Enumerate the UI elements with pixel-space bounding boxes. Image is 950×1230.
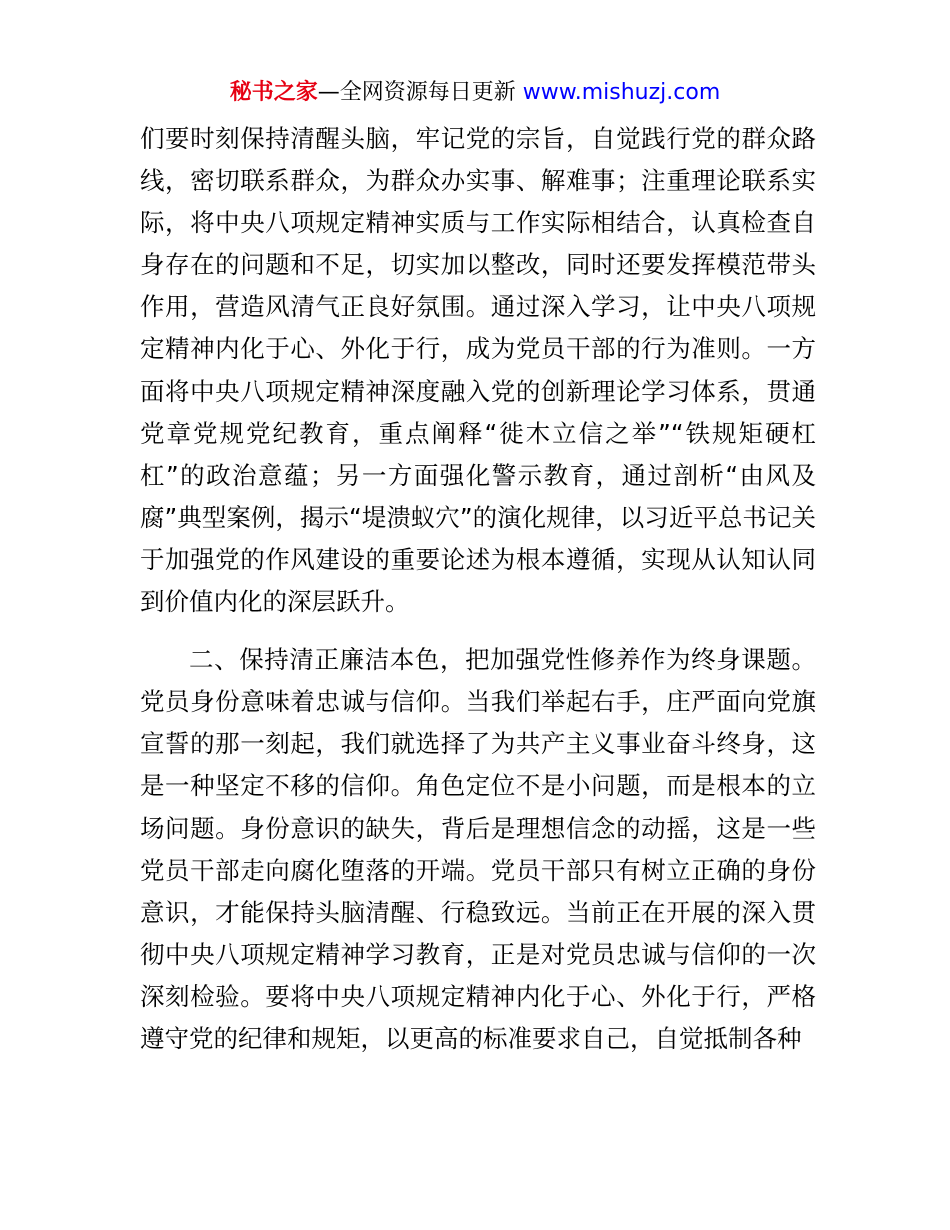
site-tagline: —全网资源每日更新: [317, 80, 516, 105]
document-body: [140, 118, 816, 1060]
paragraph-section-two: 二、保持清正廉洁本色，把加强党性修养作为终身课题。党员身份意味着忠诚与信仰。当我们举起右手，庄严面向党旗宣誓的那一刻起，我们就选择了为共产主义事业奋斗终身，这是一种坚定不移的信仰。角色定位不是小问题，而是根本的立场问题。身份意识的缺失，背后是理想信念的动摇，这是一些党员干部走向腐化堕落的开端。党员干部只有树立正确的身份意识，才能保持头脑清醒、行稳致远。当前正在开展的深入贯彻中央八项规定精神学习教育，正是对党员忠诚与信仰的一次深刻检验。要将中央八项规定精神内化于心、外化于行，严格遵守党的纪律和规矩，以更高的标准要求自己，自觉抵制各种: [140, 645, 816, 1053]
site-brand: 秘书之家: [229, 80, 318, 105]
paragraph-continued: 们要时刻保持清醒头脑，牢记党的宗旨，自觉践行党的群众路线，密切联系群众，为群众办实事、解难事；注重理论联系实际，将中央八项规定精神实质与工作实际相结合，认真检查自身存在的问题和不足，切实加以整改，同时还要发挥模范带头作用，营造风清气正良好氛围。通过深入学习，让中央八项规定精神内化于心、外化于行，成为党员干部的行为准则。一方面将中央八项规定精神深度融入党的创新理论学习体系，贯通党章党规党纪教育，重点阐释“徙木立信之举”“铁规矩硬杠杠”的政治意蕴；另一方面强化警示教育，通过剖析“由风及腐”典型案例，揭示“堤溃蚁穴”的演化规律，以习近平总书记关于加强党的作风建设的重要论述为根本遵循，实现从认知认同到价值内化的深层跃升。: [140, 124, 816, 617]
site-url-link[interactable]: www.mishuzj.com: [522, 80, 721, 105]
site-header: [0, 78, 950, 108]
